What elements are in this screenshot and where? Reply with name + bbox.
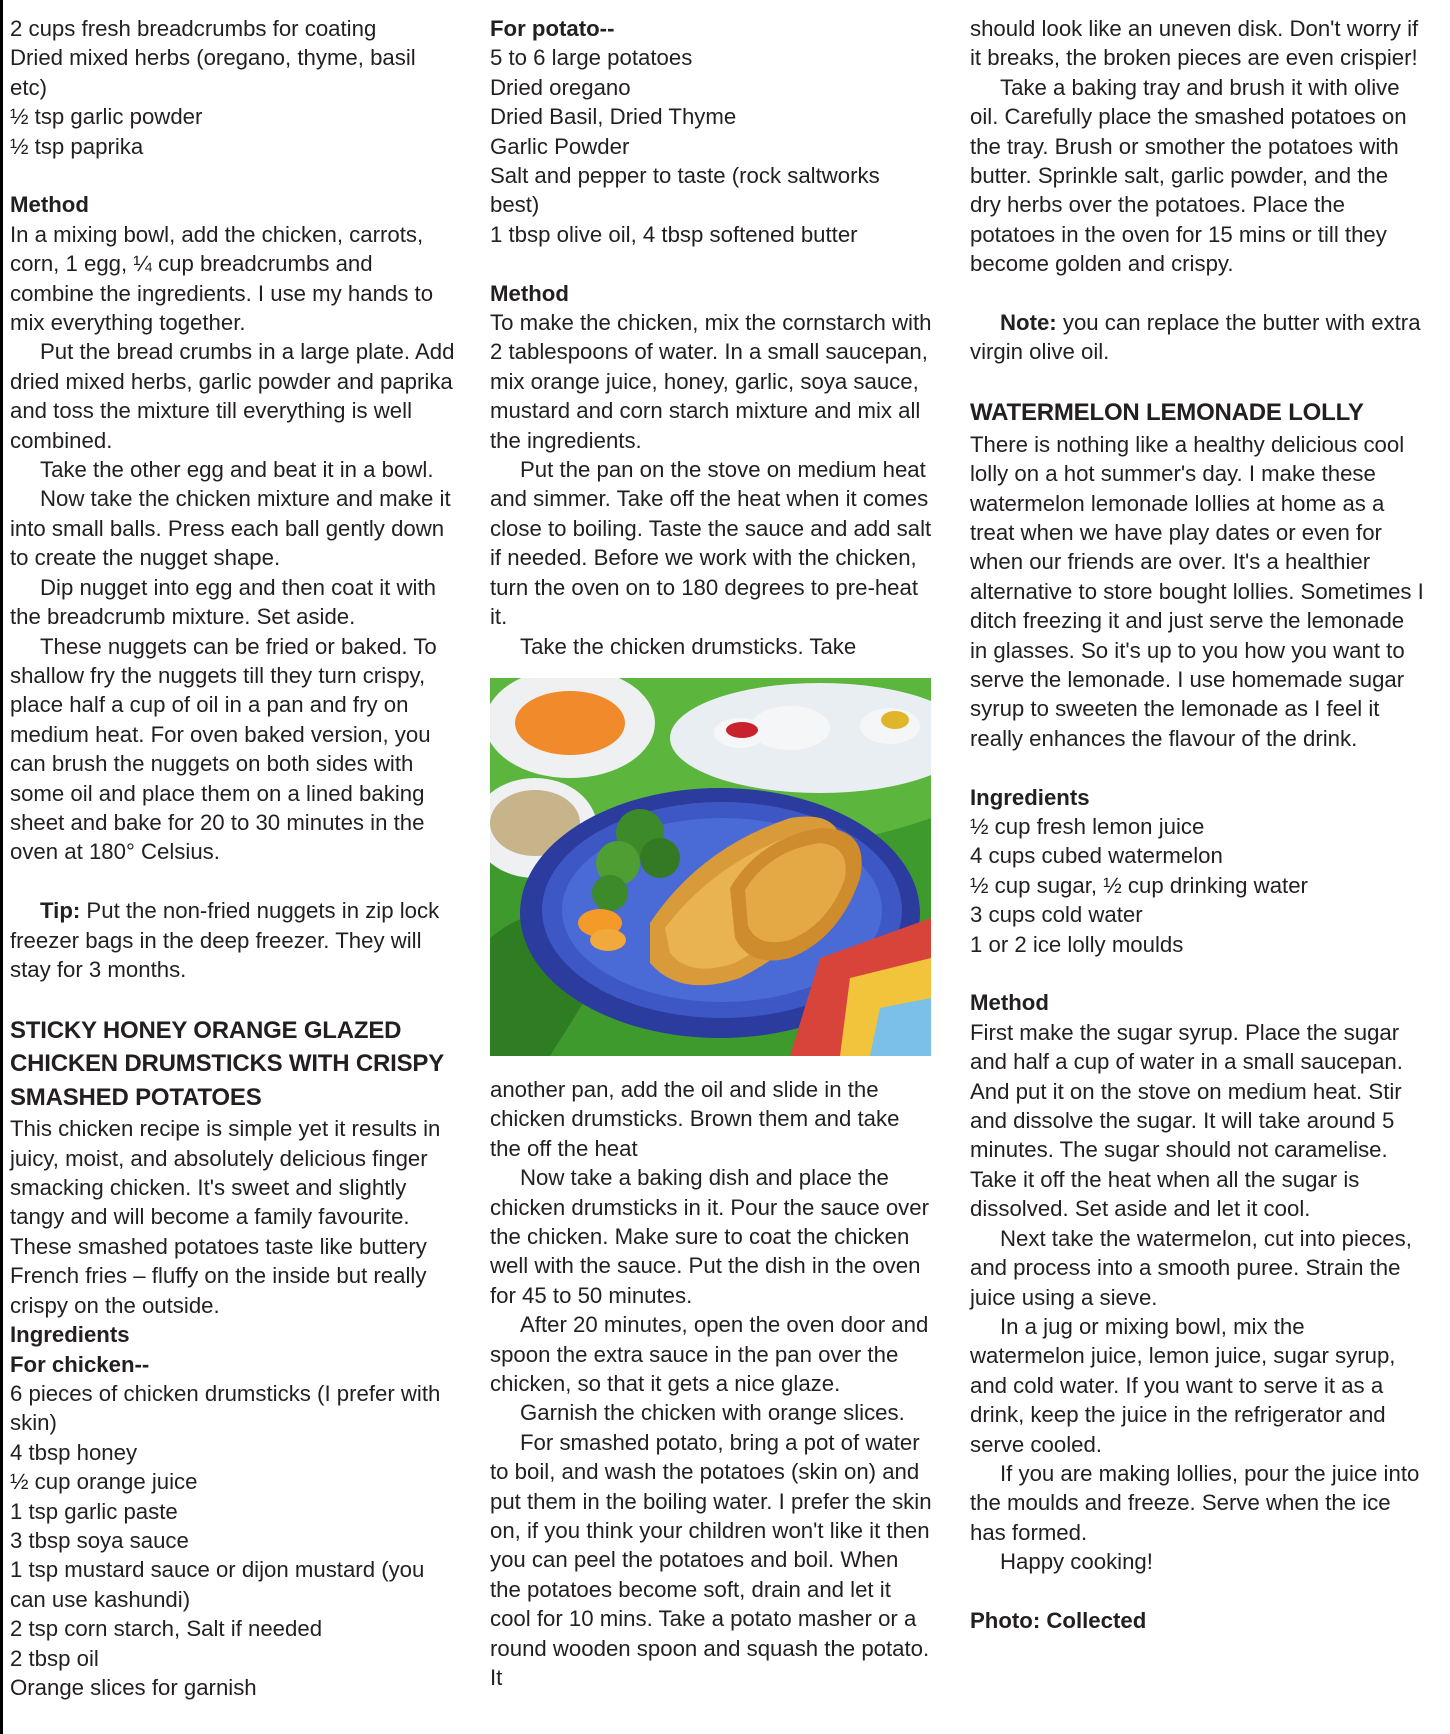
ingredient-line: 4 cups cubed watermelon — [970, 843, 1223, 869]
photo-credit: Photo: Collected — [970, 1607, 1147, 1633]
ingredient-line: 6 pieces of chicken drumsticks (I prefer with skin) — [10, 1380, 441, 1436]
potato-ingredients-heading: For potato-- — [490, 16, 615, 41]
method-paragraph: Now take the chicken mixture and make it into small balls. Press each ball gently down to create the nugget shape. — [10, 486, 451, 571]
ingredient-line: Dried mixed herbs (oregano, thyme, basil etc) — [10, 45, 416, 100]
ingredient-line: 3 tbsp soya sauce — [10, 1527, 189, 1553]
method-paragraph: Now take a baking dish and place the chicken drumsticks in it. Pour the sauce over the chicken. Make sure to coat the chicken well with the sauce. Put the dish in the oven for 45 to 50 minutes. — [490, 1165, 930, 1308]
method-paragraph: Dip nugget into egg and then coat it with the breadcrumb mixture. Set aside. — [10, 574, 436, 630]
ingredient-line: 1 tbsp olive oil, 4 tbsp softened butter — [490, 221, 858, 247]
method-paragraph: If you are making lollies, pour the juice into the moulds and freeze. Serve when the ice has formed. — [970, 1460, 1420, 1545]
ingredient-line: 1 tsp mustard sauce or dijon mustard (you can use kashundi) — [10, 1557, 425, 1612]
ingredient-line: 3 cups cold water — [970, 902, 1143, 928]
method-paragraph: should look like an uneven disk. Don't worry if it breaks, the broken pieces are even crispier! — [970, 16, 1419, 71]
method-paragraph: Put the pan on the stove on medium heat and simmer. Take off the heat when it comes close to boiling. Taste the sauce and add salt if needed. Before we work with the chicken, turn the oven on to 180 degrees to pre-heat it. — [490, 457, 932, 630]
method-paragraph: In a jug or mixing bowl, mix the watermelon juice, lemon juice, sugar syrup, and cold water. If you want to serve it as a drink, keep the juice in the refrigerator and serve cooled. — [970, 1313, 1396, 1457]
method-heading: Method — [970, 990, 1049, 1016]
note-paragraph — [970, 308, 1425, 367]
method-paragraph: another pan, add the oil and slide in the chicken drumsticks. Brown them and take the off the heat — [490, 1076, 900, 1161]
sign-off: Happy cooking! — [1000, 1549, 1153, 1575]
ingredient-line: Dried oregano — [490, 74, 631, 100]
column-2 — [490, 14, 935, 1692]
ingredient-line: Salt and pepper to taste (rock saltworks best) — [490, 163, 880, 218]
ingredient-line: ½ tsp paprika — [10, 133, 144, 159]
method-paragraph: These nuggets can be fried or baked. To shallow fry the nuggets till they turn crispy, place half a cup of oil in a pan and fry on medium heat. For oven baked version, you can brush the nuggets on both sides with some oil and place them on a lined baking sheet and bake for 20 to 30 minutes in the oven at 180° Celsius. — [10, 633, 437, 865]
column-1 — [10, 14, 455, 1702]
ingredient-line: ½ cup sugar, ½ cup drinking water — [970, 872, 1308, 898]
ingredient-line: 2 tsp corn starch, Salt if needed — [10, 1616, 323, 1642]
ingredient-line: 5 to 6 large potatoes — [490, 45, 693, 71]
method-paragraph: For smashed potato, bring a pot of water to boil, and wash the potatoes (skin on) and put them in the boiling water. I prefer the skin on, if you think your children won't like it then you can peel the potatoes and boil. When the potatoes become soft, drain and let it cool for 10 mins. Take a potato masher or a round wooden spoon and squash the potato. It — [490, 1429, 932, 1691]
method-paragraph: To make the chicken, mix the cornstarch with 2 tablespoons of water. In a small saucepan, mix orange juice, honey, garlic, soya sauce, mustard and corn starch mixture and mix all the ingredients. — [490, 310, 932, 453]
recipe-title-chicken-drumsticks: STICKY HONEY ORANGE GLAZED CHICKEN DRUMSTICKS WITH CRISPY SMASHED POTATOES — [10, 1016, 444, 1111]
ingredient-line: 1 tsp garlic paste — [10, 1498, 178, 1524]
ingredient-line: 4 tbsp honey — [10, 1439, 138, 1465]
ingredients-heading: Ingredients — [10, 1322, 130, 1348]
ingredient-line: ½ cup fresh lemon juice — [970, 814, 1205, 840]
ingredient-line: 1 or 2 ice lolly moulds — [970, 931, 1184, 957]
recipe-intro: There is nothing like a healthy delicious cool lolly on a hot summer's day. I make these watermelon lemonade lollies at home as a treat when we have play dates or even for when our friends are over. It's a healthier alternative to store bought lollies. Sometimes I ditch freezing it and just serve the lemonade in glasses. So it's up to you how you want to serve the lemonade. I use homemade sugar syrup to sweeten the lemonade as I feel it really enhances the flavour of the drink. — [970, 431, 1424, 751]
note-label: Note: — [1000, 310, 1057, 336]
ingredients-heading: Ingredients — [970, 784, 1090, 810]
method-heading: Method — [10, 192, 89, 218]
page-left-edge — [0, 0, 3, 1734]
method-paragraph: Take a baking tray and brush it with olive oil. Carefully place the smashed potatoes on the tray. Brush or smother the potatoes with butter. Sprinkle salt, garlic powder, and the dry herbs over the potatoes. Place the potatoes in the oven for 15 mins or till they become golden and crispy. — [970, 74, 1407, 277]
tip-label: Tip: — [40, 898, 81, 924]
chicken-ingredients-heading: For chicken-- — [10, 1351, 150, 1377]
ingredient-line: ½ tsp garlic powder — [10, 104, 203, 130]
method-paragraph: In a mixing bowl, add the chicken, carrots, corn, 1 egg, ¼ cup breadcrumbs and combine the ingredients. I use my hands to mix everything together. — [10, 221, 434, 336]
method-paragraph: Next take the watermelon, cut into pieces, and process into a smooth puree. Strain the juice using a sieve. — [970, 1225, 1412, 1310]
chicken-plate-photo — [490, 678, 931, 1056]
method-paragraph: After 20 minutes, open the oven door and spoon the extra sauce in the pan over the chicken, so that it gets a nice glaze. — [490, 1312, 929, 1396]
recipe-title-watermelon-lolly: WATERMELON LEMONADE LOLLY — [970, 399, 1364, 427]
method-paragraph: Take the other egg and beat it in a bowl. — [40, 457, 434, 483]
column-3 — [970, 14, 1425, 1635]
tip-paragraph — [10, 896, 455, 984]
ingredient-line: 2 tbsp oil — [10, 1645, 99, 1671]
tip-text: Put the non-fried nuggets in zip lock freezer bags in the deep freezer. They will stay for 3 months. — [10, 898, 440, 982]
recipe-intro: This chicken recipe is simple yet it results in juicy, moist, and absolutely delicious finger smacking chicken. It's sweet and slightly tangy and will become a family favourite. These smashed potatoes taste like buttery French fries – fluffy on the inside but really crispy on the outside. — [10, 1116, 441, 1318]
ingredient-line: 2 cups fresh breadcrumbs for coating — [10, 16, 377, 41]
method-paragraph: Take the chicken drumsticks. Take — [520, 633, 857, 659]
note-text: you can replace the butter with extra virgin olive oil. — [970, 310, 1421, 365]
ingredient-line: Garlic Powder — [490, 133, 630, 159]
ingredient-line: ½ cup orange juice — [10, 1469, 198, 1495]
method-paragraph: First make the sugar syrup. Place the sugar and half a cup of water in a small saucepan. And put it on the stove on medium heat. Stir and dissolve the sugar. It will take around 5 minutes. The sugar should not caramelise. Take it off the heat when all the sugar is dissolved. Set aside and let it cool. — [970, 1019, 1403, 1222]
ingredient-line: Dried Basil, Dried Thyme — [490, 104, 737, 130]
method-paragraph: Garnish the chicken with orange slices. — [520, 1400, 905, 1426]
method-heading: Method — [490, 280, 569, 306]
ingredient-line: Orange slices for garnish — [10, 1674, 257, 1700]
method-paragraph: Put the bread crumbs in a large plate. Add dried mixed herbs, garlic powder and paprika and toss the mixture till everything is well combined. — [10, 339, 455, 453]
